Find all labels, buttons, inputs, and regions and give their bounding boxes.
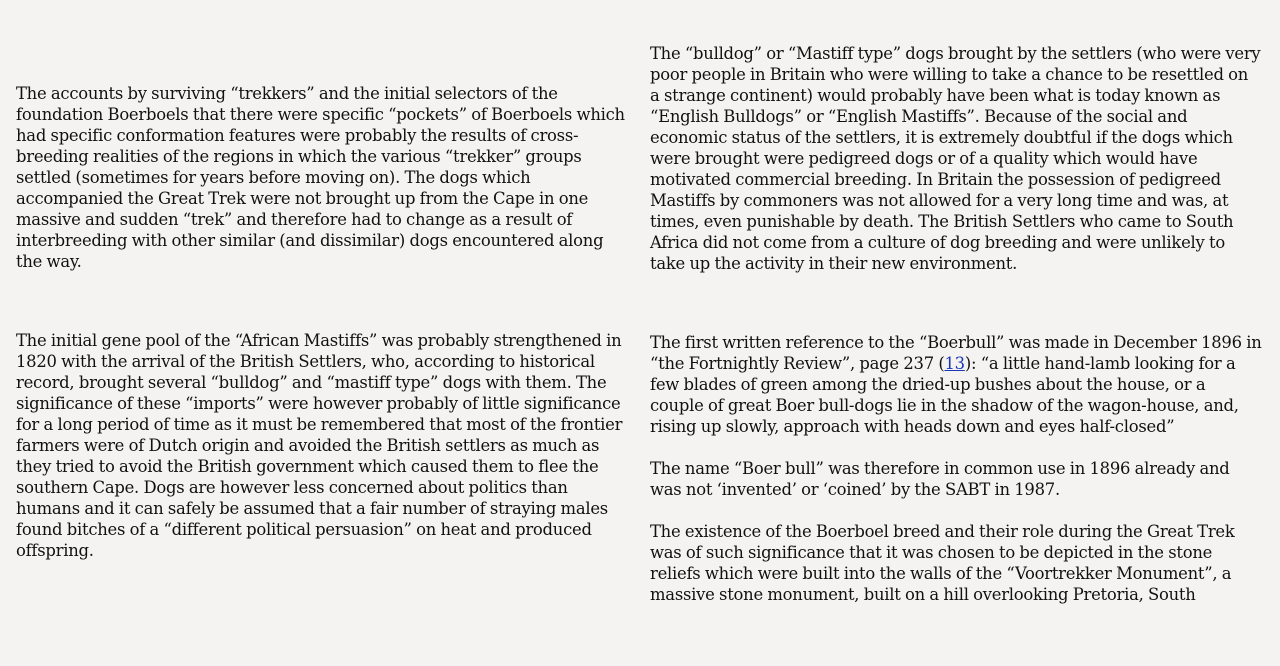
reference-13-link[interactable]: 13 [944, 354, 965, 373]
first-reference-text-end: ): “a little hand-lamb looking for a few blades of green among the dried-up bushes about the house, or a couple of great Boer bull-dogs lie in the shadow of the wagon-house, and, rising up slowly, approach with heads down and eyes half-closed” [650, 354, 1239, 436]
paragraph-voortrekker-monument: The existence of the Boerboel breed and their role during the Great Trek was of such significance that it was chosen to be depicted in the stone reliefs which were built into the walls of the “Voortrekker Monument”, a massive stone monument, built on a hill overlooking Pretoria, South [650, 522, 1235, 604]
left-column-bottom [16, 330, 628, 561]
paragraph-boer-bull-name: The name “Boer bull” was therefore in common use in 1896 already and was not ‘invented’ or ‘coined’ by the SABT in 1987. [650, 459, 1230, 499]
paragraph-settler-dogs: The “bulldog” or “Mastiff type” dogs brought by the settlers (who were very poor people in Britain who were willing to take a chance to be resettled on a strange continent) would probably have been what is today known as “English Bulldogs” or “English Mastiffs”. Because of the social and economic status of the settlers, it is extremely doubtful if the dogs which were brought were pedigreed dogs or of a quality which would have motivated commercial breeding. In Britain the possession of pedigreed Mastiffs by commoners was not allowed for a very long time and was, at times, even punishable by death. The British Settlers who came to South Africa did not come from a culture of dog breeding and were unlikely to take up the activity in their new environment. [650, 44, 1261, 273]
first-reference-text-start: The first written reference to the “Boerbull” was made in December 1896 in “the Fortnightly Review”, page 237 ( [650, 333, 1262, 373]
paragraph-gene-pool: The initial gene pool of the “African Mastiffs” was probably strengthened in 1820 with the arrival of the British Settlers, who, according to historical record, brought several “bulldog” and “mastiff type” dogs with them. The significance of these “imports” were however probably of little significance for a long period of time as it must be remembered that most of the frontier farmers were of Dutch origin and avoided the British settlers as much as they tried to avoid the British government which caused them to flee the southern Cape. Dogs are however less concerned about politics than humans and it can safely be assumed that a fair number of straying males found bitches of a “different political persuasion” on heat and produced offspring. [16, 331, 623, 560]
paragraph-first-reference [650, 332, 1262, 437]
right-column-bottom [650, 332, 1262, 605]
right-column-top [650, 43, 1262, 274]
paragraph-trekker-pockets: The accounts by surviving “trekkers” and the initial selectors of the foundation Boerboels that there were specific “pockets” of Boerboels which had specific conformation features were probably the results of cross-breeding realities of the regions in which the various “trekker” groups settled (sometimes for years before moving on). The dogs which accompanied the Great Trek were not brought up from the Cape in one massive and sudden “trek” and therefore had to change as a result of interbreeding with other similar (and dissimilar) dogs encountered along the way. [16, 84, 625, 271]
left-column-top [16, 83, 628, 272]
